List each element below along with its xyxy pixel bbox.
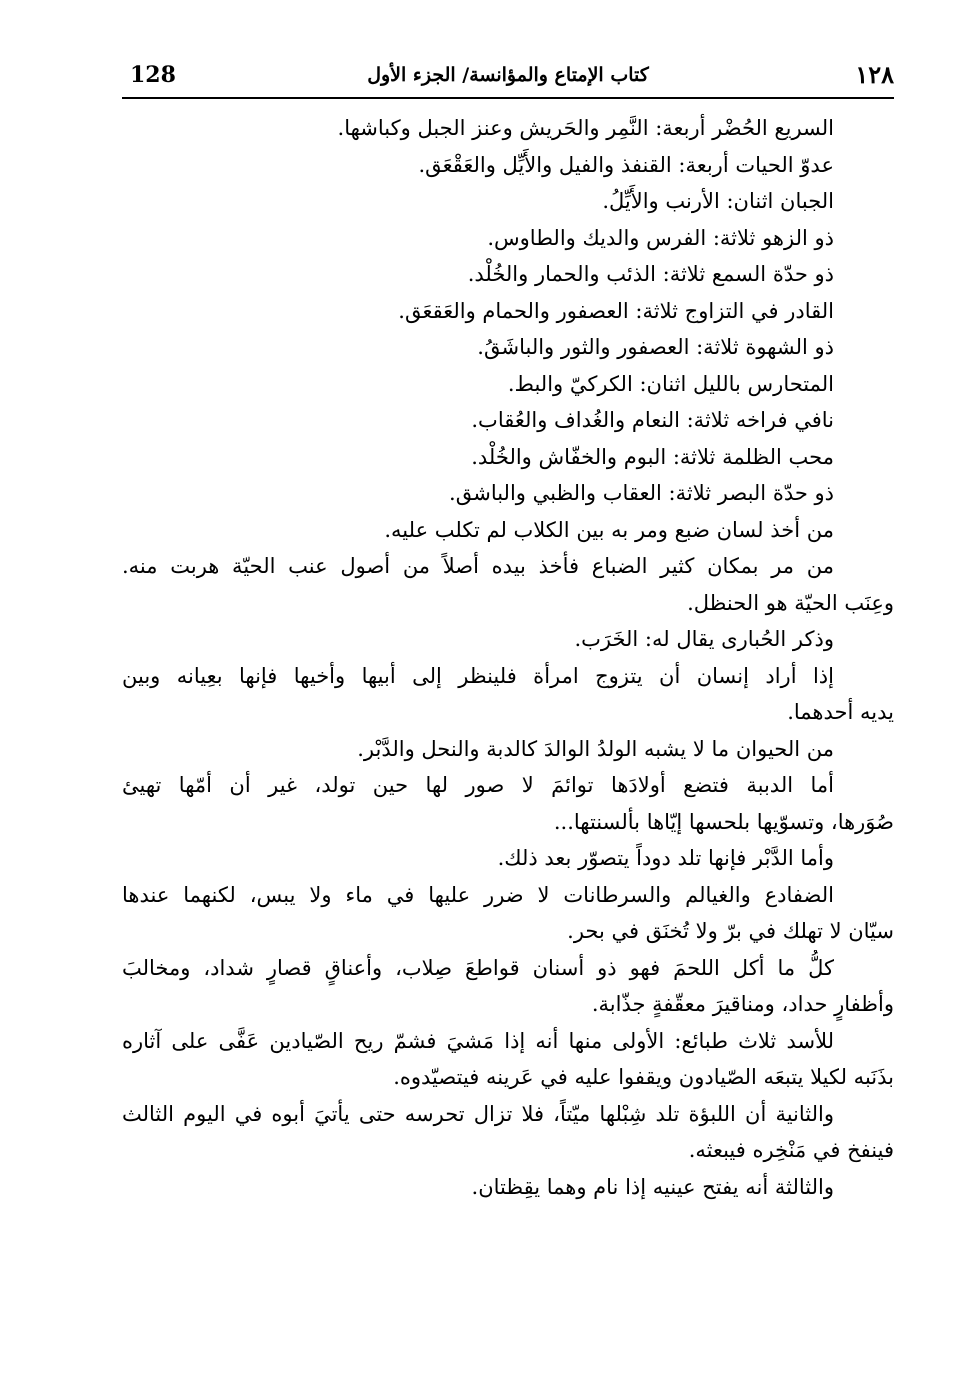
text-line: ذو الزهو ثلاثة: الفرس والديك والطاوس. (487, 225, 834, 250)
text-line: وعِنَب الحيّة هو الحنظل. (687, 590, 894, 615)
page-body (122, 110, 894, 1205)
text-line: وأما الدَّبْر فإنها تلد دوداً يتصوّر بعد ذلك. (497, 846, 834, 870)
text-line: للأسد ثلاث طبائع: الأولى منها أنه إذا مَشيَ فشمّ ريح الصّيادين عَفَّى على آثاره (122, 1028, 834, 1053)
text-line: من أخذ لسان ضبع ومر به بين الكلاب لم تكلب عليه. (384, 517, 834, 542)
text-line: القادر في التزاوج ثلاثة: العصفور والحمام والعَقعَق. (398, 298, 834, 323)
text-line: الضفادع والغيالم والسرطانات لا ضرر عليها في ماء ولا يبس، لكنهما عندها (122, 882, 834, 907)
text-line: الجبان اثنان: الأرنب والأَيِّلُ. (602, 189, 834, 213)
text-line: ذو حدّة السمع ثلاثة: الذئب والحمار والخُلْد. (467, 262, 834, 286)
text-line: سيّان لا تهلك في برّ ولا تُخنَق في بحر. (567, 919, 894, 943)
page-number-latin: 128 (130, 62, 176, 88)
text-line: والثالثة أنه يفتح عينيه إذا نام وهما يقِظتان. (471, 1174, 834, 1199)
text-line: نافي فراخه ثلاثة: النعام والغُداف والعُقاب. (471, 408, 834, 432)
text-line: ذو الشهوة ثلاثة: العصفور والثور والباشَقُ. (477, 335, 834, 359)
page-number-arabic: ١٢٨ (855, 60, 894, 89)
text-line: بذَنَبه لكيلا يتبعَه الصّيادون ويقفوا عليه في عَرينه فيتصيّدوه. (393, 1065, 894, 1089)
header-rule (122, 97, 894, 99)
page-header (122, 60, 894, 96)
text-line: والثانية أن اللبؤة تلد شِبْلها ميّتاً، فلا تزال تحرسه حتى يأتيَ أبوه في اليوم الثالث (122, 1101, 834, 1126)
text-line: فينفخ في مَنْخِره فيبعثه. (688, 1138, 894, 1162)
text-line: إذا أراد إنسان أن يتزوج امرأة فلينظر إلى أبيها وأخيها فإنها بعِيانه وبين (122, 663, 834, 688)
text-line: من الحيوان ما لا يشبه الولدُ الوالدَ كالدبة والنحل والدَّبْر. (357, 736, 834, 761)
text-line: محب الظلمة ثلاثة: البوم والخفّاش والخُلْد. (471, 444, 834, 469)
text-line: السريع الحُضْر أربعة: النَّمِر والحَريش وعنز الجبل وكباشها. (337, 116, 834, 140)
text-line: ذو حدّة البصر ثلاثة: العقاب والظبي والباشق. (449, 481, 834, 505)
text-line: المتحارس بالليل اثنان: الكركيّ والبط. (507, 371, 834, 396)
text-line: وذكر الحُبارى يقال له: الخَرَب. (574, 627, 834, 651)
running-title: كتاب الإمتاع والمؤانسة/ الجزء الأول (367, 64, 649, 86)
text-line: أما الدببة فتضع أولادَها توائمَ لا صور لها حين تولد، غير أن أمّها تهيئ (122, 773, 834, 797)
text-line: عدوّ الحيات أربعة: القنفذ والفيل والأَيِّل والعَقْعَق. (418, 152, 834, 177)
text-line: من مر بمكان كثير الضباع فأخذ بيده أصلاً من أصول عنب الحيّة هربت منه. (122, 554, 834, 578)
text-line: يديه أحدهما. (787, 700, 894, 724)
text-line: وأظفارٍ حداد، ومناقيرَ معقّفةٍ جذّابة. (591, 992, 894, 1016)
text-line: كلُّ ما أكل اللحمَ فهو ذو أسنان قواطعَ صِلاب، وأعناقٍ قصارٍ شداد، ومخالبَ (122, 955, 834, 980)
text-line: صُوَرها، وتسوّيها بلحسها إيّاها بألسنتها... (553, 809, 894, 834)
